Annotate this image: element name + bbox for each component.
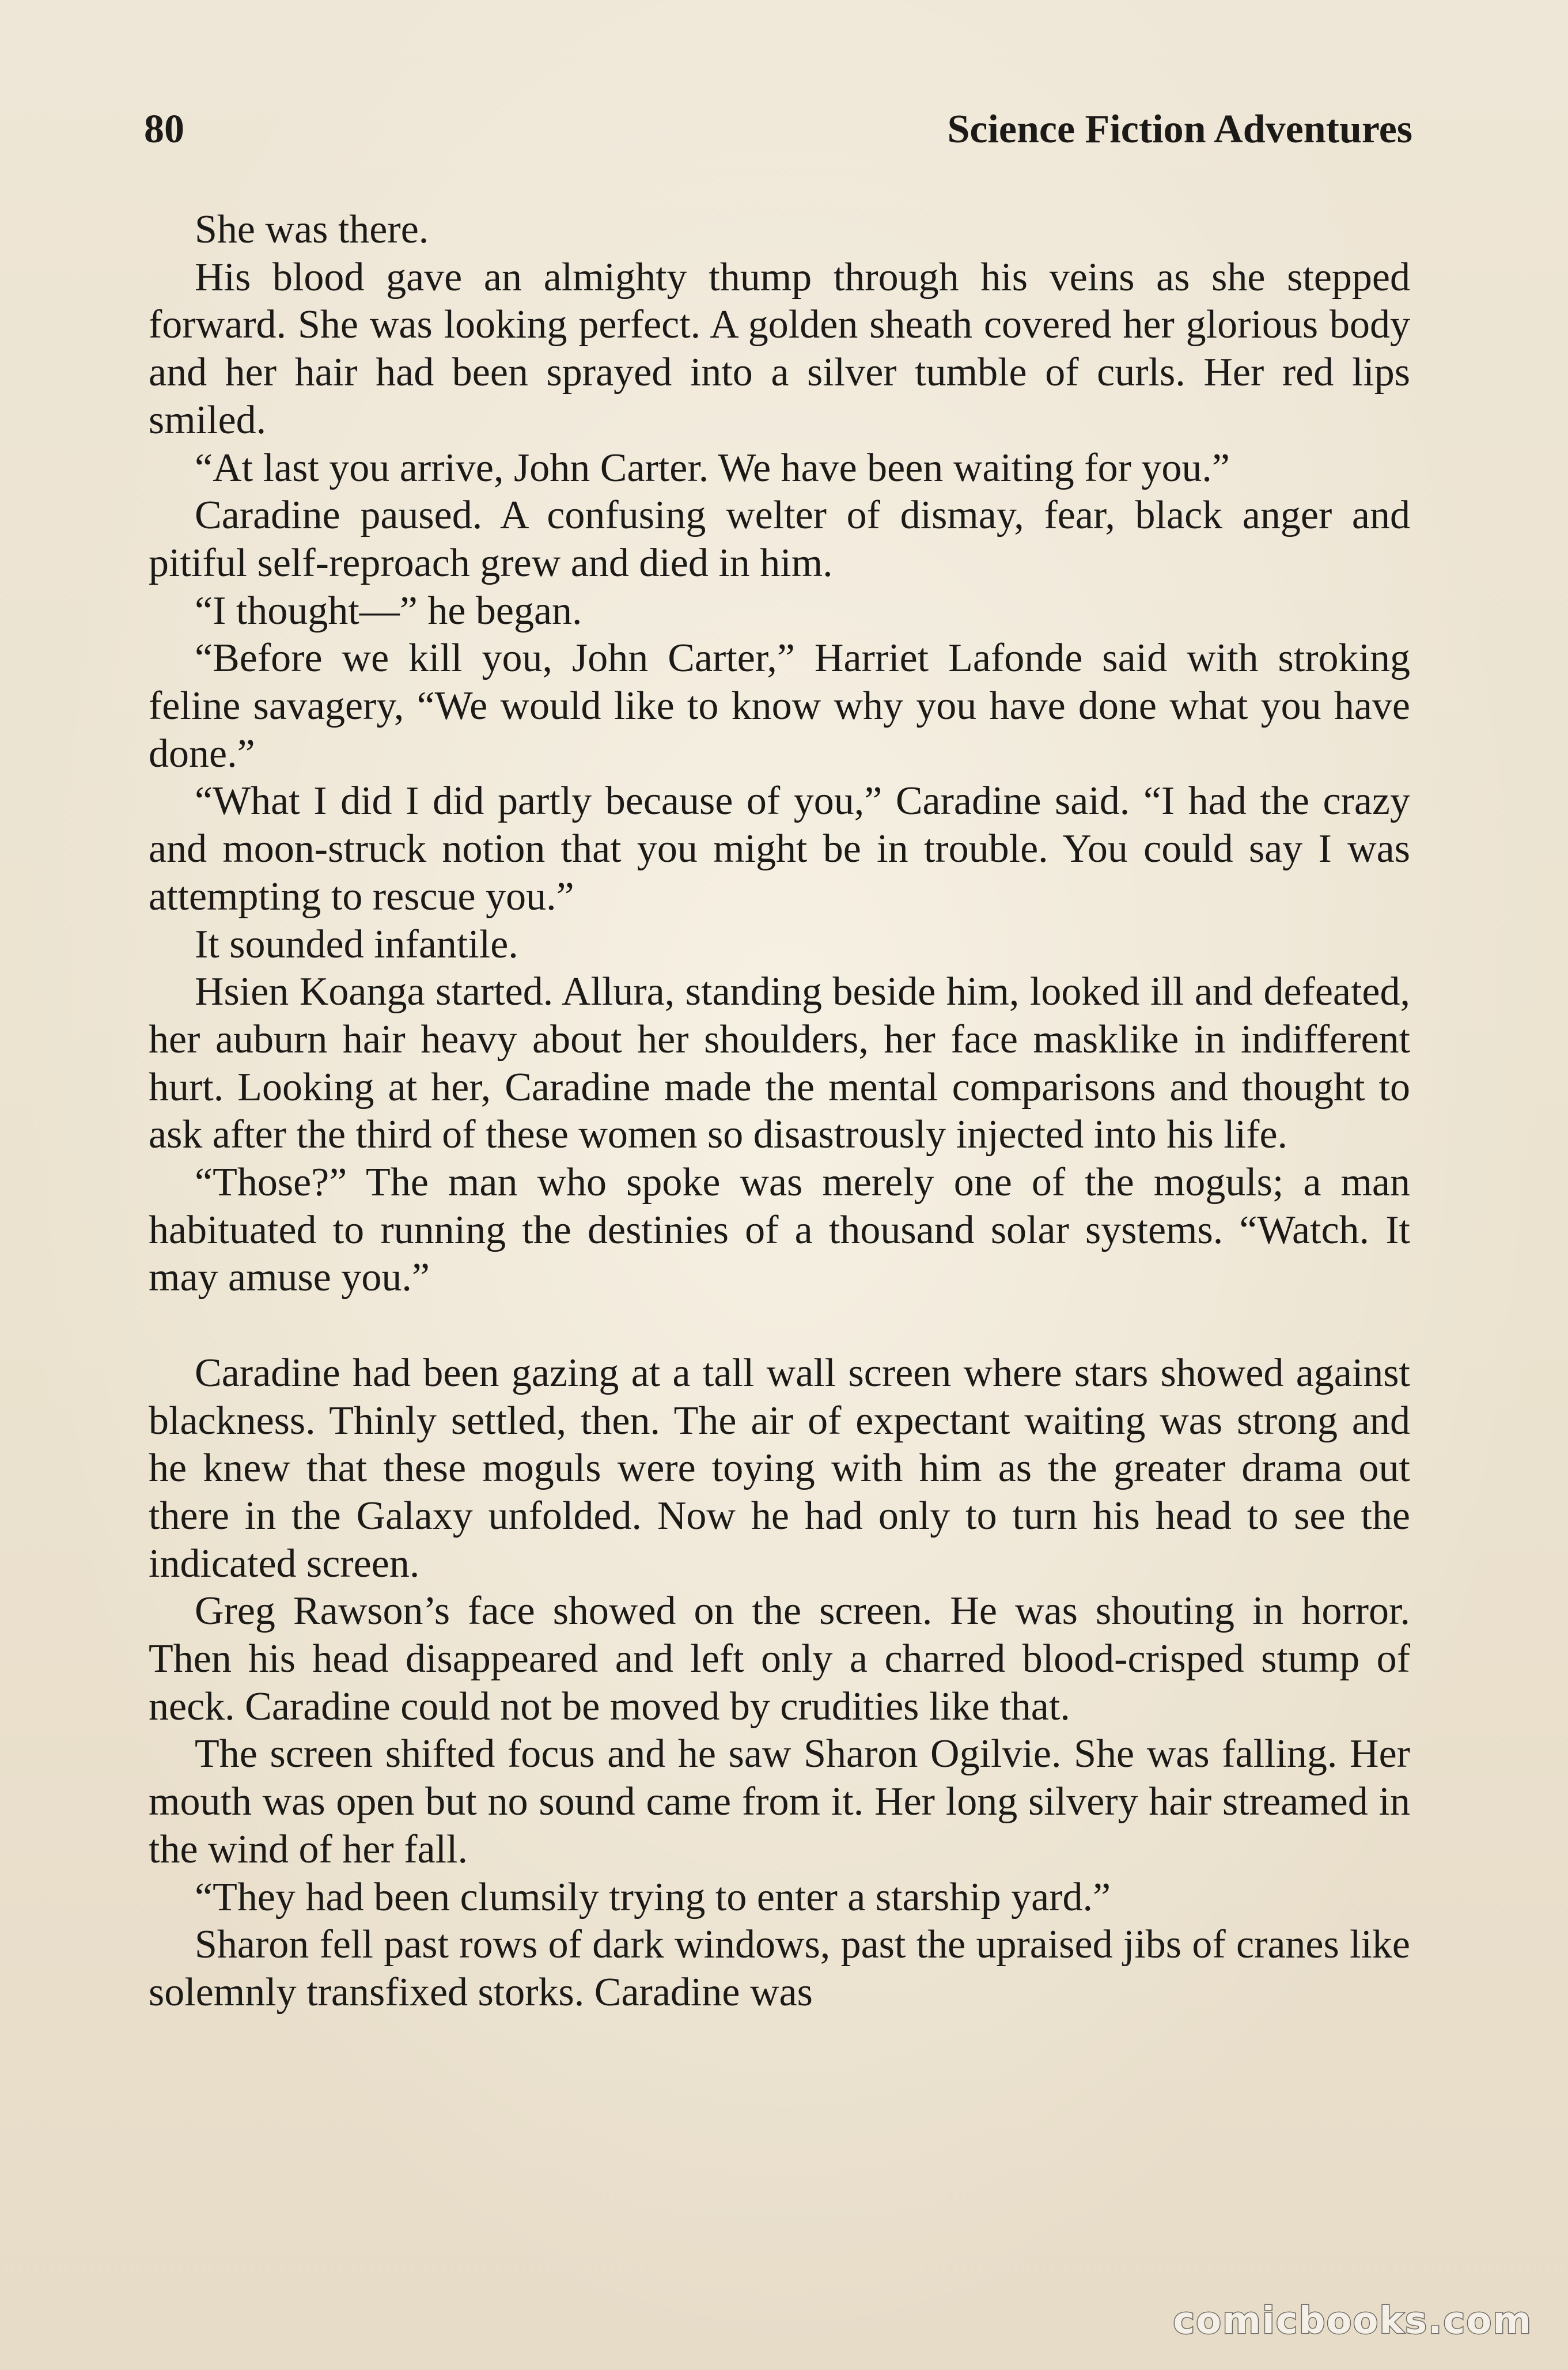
watermark: comicbooks.com [1173,2300,1532,2342]
paragraph: Caradine paused. A confusing welter of dismay, fear, black anger and pitiful self-reproach grew and died in him. [149,493,1410,585]
paragraph: The screen shifted focus and he saw Sharon Ogilvie. She was falling. Her mouth was open but no sound came from it. Her long silvery hair streamed in the wind of her fall. [149,1732,1410,1872]
section-break [149,1302,1410,1350]
paragraph: Caradine had been gazing at a tall wall screen where stars showed against blackness. Thinly settled, then. The air of expectant waiting was strong and he knew that these moguls were toying with him as the greater drama out there in the Galaxy unfolded. Now he had only to turn his head to see the indicated screen. [149,1350,1410,1586]
paragraph: “Before we kill you, John Carter,” Harriet Lafonde said with stroking feline savagery, “We would like to know why you have done what you have done.” [149,636,1410,776]
body-text [149,206,1410,2017]
page-header [144,98,1412,161]
paragraph: “What I did I did partly because of you,” Caradine said. “I had the crazy and moon-struck notion that you might be in trouble. You could say I was attempting to rescue you.” [149,779,1410,919]
paragraph: Hsien Koanga started. Allura, standing beside him, looked ill and defeated, her auburn hair heavy about her shoulders, her face masklike in indifferent hurt. Looking at her, Caradine made the mental comparisons and thought to ask after the third of these women so disastrously injected into his life. [149,970,1410,1157]
paragraph: His blood gave an almighty thump through his veins as she stepped forward. She was looking perfect. A golden sheath covered her glorious body and her hair had been sprayed into a silver tumble of curls. Her red lips smiled. [149,255,1410,442]
paragraph: “They had been clumsily trying to enter a starship yard.” [195,1875,1111,1920]
page-number: 80 [144,107,184,152]
paragraph: It sounded infantile. [195,922,518,967]
paragraph: “At last you arrive, John Carter. We have been waiting for you.” [195,445,1230,490]
paragraph: Sharon fell past rows of dark windows, past the upraised jibs of cranes like solemnly transfixed storks. Caradine was [149,1922,1410,2015]
paragraph: Greg Rawson’s face showed on the screen. He was shouting in horror. Then his head disappeared and left only a charred blood-crisped stump of neck. Caradine could not be moved by crudities like that. [149,1589,1410,1729]
paragraph: She was there. [195,207,429,252]
paragraph: “Those?” The man who spoke was merely one of the moguls; a man habituated to running the destinies of a thousand solar systems. “Watch. It may amuse you.” [149,1160,1410,1300]
running-title: Science Fiction Adventures [947,107,1412,152]
paragraph: “I thought—” he began. [195,588,582,633]
